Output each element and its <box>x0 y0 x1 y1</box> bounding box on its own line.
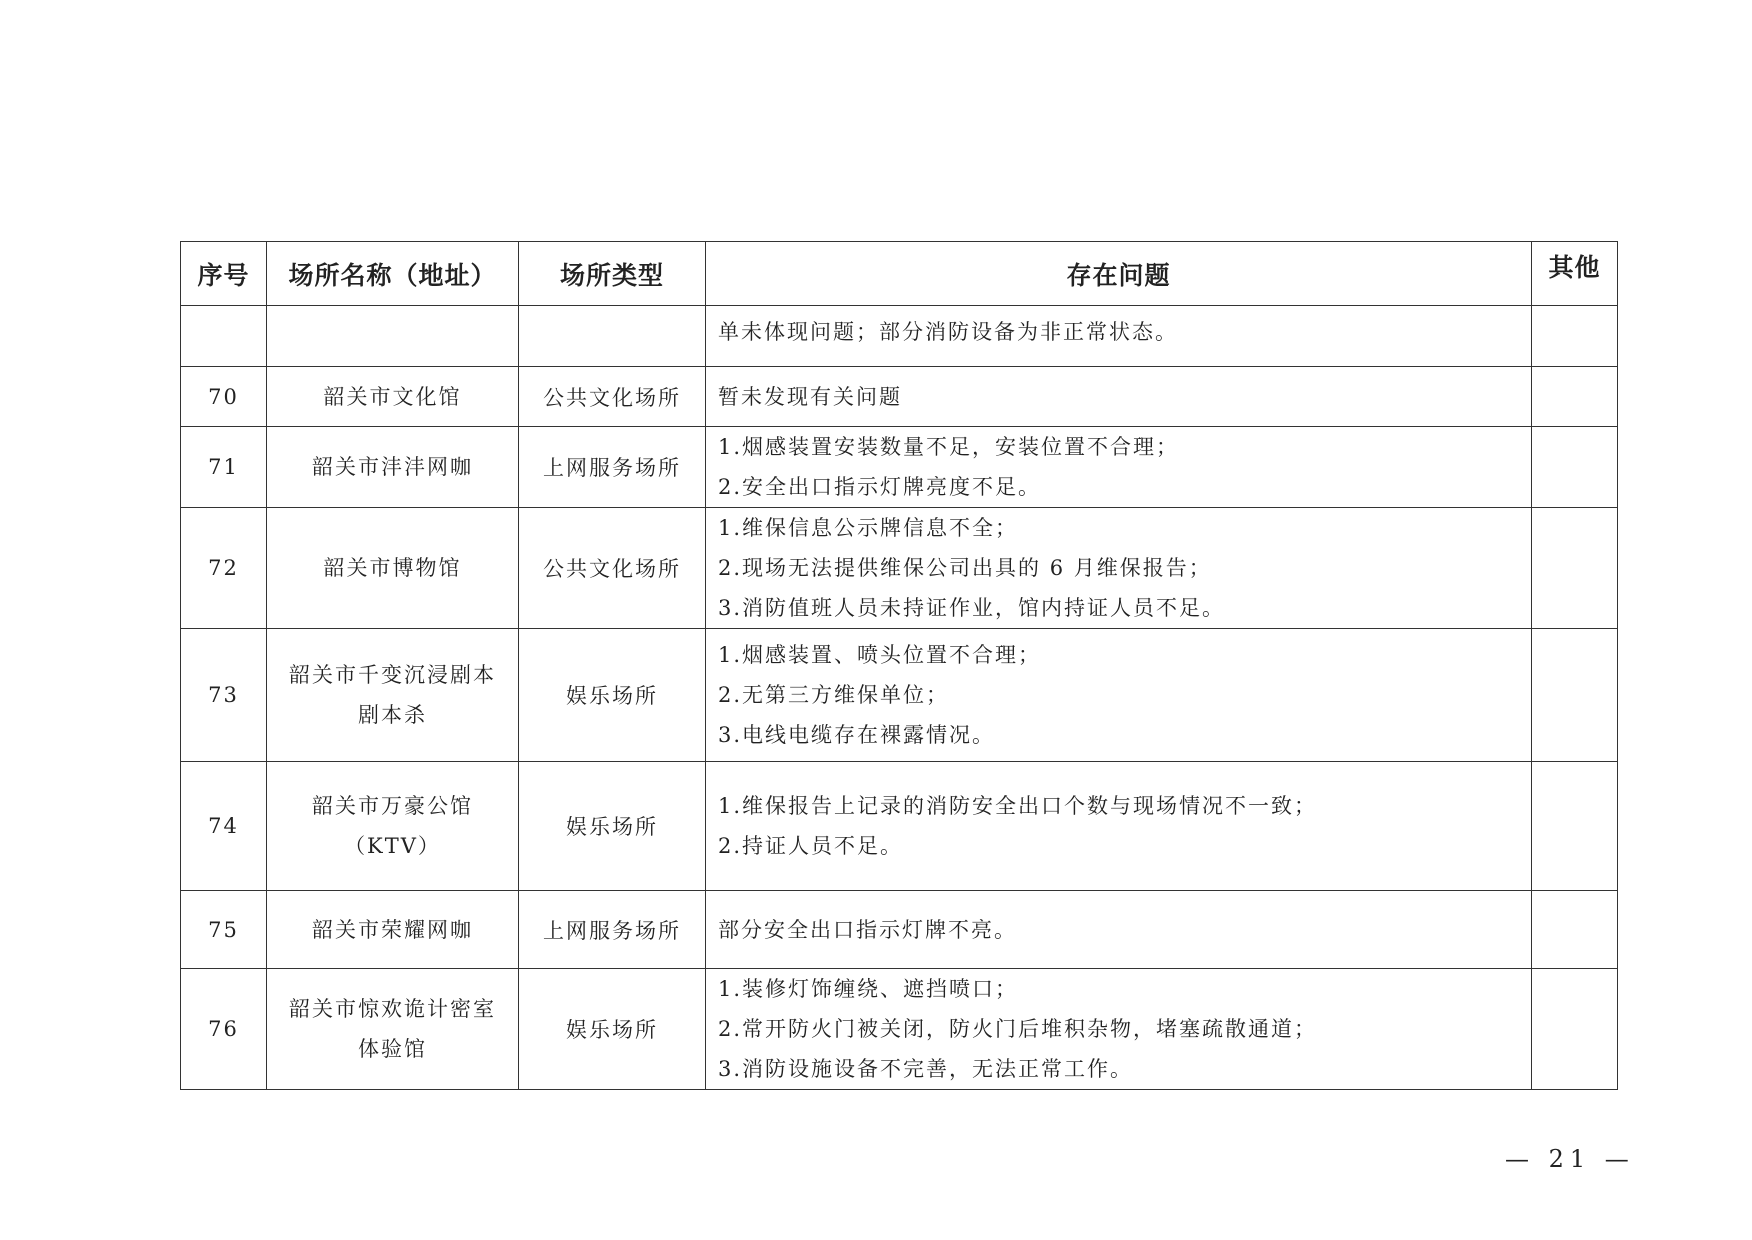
table-row <box>181 762 1618 891</box>
cell-name <box>267 762 519 891</box>
header-type: 场所类型 <box>519 242 706 306</box>
cell-type: 上网服务场所 <box>519 427 706 508</box>
table-row <box>181 891 1618 969</box>
issue-line: 2.持证人员不足。 <box>718 834 904 858</box>
cell-name <box>267 891 519 969</box>
cell-issues <box>706 508 1532 629</box>
issue-line: 单未体现问题；部分消防设备为非正常状态。 <box>718 320 1178 344</box>
issue-line: 1.烟感装置安装数量不足，安装位置不合理； <box>718 435 1180 459</box>
issue-line: 2.安全出口指示灯牌亮度不足。 <box>718 475 1042 499</box>
cell-no: 73 <box>181 629 267 762</box>
cell-issues <box>706 306 1532 367</box>
header-other: 其他 <box>1532 242 1618 306</box>
cell-type: 上网服务场所 <box>519 891 706 969</box>
cell-issues <box>706 891 1532 969</box>
issue-line: 暂未发现有关问题 <box>718 384 902 409</box>
name-line: 韶关市文化馆 <box>323 384 462 409</box>
name-line: （KTV） <box>344 834 441 858</box>
name-line: 剧本杀 <box>358 703 427 727</box>
cell-type <box>519 306 706 367</box>
issue-line: 2.现场无法提供维保公司出具的 6 月维保报告； <box>718 556 1212 580</box>
inspection-table <box>180 241 1618 1090</box>
name-line: 韶关市千变沉浸剧本 <box>289 663 496 687</box>
name-line: 体验馆 <box>358 1037 427 1061</box>
cell-name <box>267 427 519 508</box>
table-row <box>181 427 1618 508</box>
cell-other <box>1532 367 1618 427</box>
cell-type: 娱乐场所 <box>519 969 706 1090</box>
cell-other <box>1532 969 1618 1090</box>
cell-issues <box>706 367 1532 427</box>
page-number: — 21 — <box>1505 1145 1635 1173</box>
cell-no: 74 <box>181 762 267 891</box>
header-no: 序号 <box>181 242 267 306</box>
name-line: 韶关市博物馆 <box>323 556 462 580</box>
cell-name <box>267 629 519 762</box>
issue-line: 1.维保报告上记录的消防安全出口个数与现场情况不一致； <box>718 794 1318 818</box>
issue-line: 1.装修灯饰缠绕、遮挡喷口； <box>718 977 1019 1001</box>
cell-issues <box>706 762 1532 891</box>
cell-issues <box>706 427 1532 508</box>
table-row-continuation <box>181 306 1618 367</box>
issue-line: 2.常开防火门被关闭，防火门后堆积杂物，堵塞疏散通道； <box>718 1017 1318 1041</box>
cell-other <box>1532 508 1618 629</box>
cell-name <box>267 508 519 629</box>
cell-other <box>1532 891 1618 969</box>
issue-line: 3.消防值班人员未持证作业，馆内持证人员不足。 <box>718 596 1226 620</box>
table-row <box>181 508 1618 629</box>
cell-other <box>1532 629 1618 762</box>
cell-type: 娱乐场所 <box>519 629 706 762</box>
cell-issues <box>706 969 1532 1090</box>
header-name: 场所名称（地址） <box>267 242 519 306</box>
cell-no: 70 <box>181 367 267 427</box>
issue-line: 3.电线电缆存在裸露情况。 <box>718 723 996 747</box>
issue-line: 1.维保信息公示牌信息不全； <box>718 516 1019 540</box>
cell-no <box>181 306 267 367</box>
cell-type: 公共文化场所 <box>519 508 706 629</box>
table-header-row <box>181 242 1618 306</box>
issue-line: 1.烟感装置、喷头位置不合理； <box>718 643 1042 667</box>
name-line: 韶关市万豪公馆 <box>312 794 473 818</box>
cell-no: 71 <box>181 427 267 508</box>
cell-name <box>267 367 519 427</box>
name-line: 韶关市沣沣网咖 <box>312 455 473 479</box>
cell-other <box>1532 427 1618 508</box>
cell-other <box>1532 762 1618 891</box>
cell-no: 72 <box>181 508 267 629</box>
table-row <box>181 367 1618 427</box>
cell-name <box>267 306 519 367</box>
cell-no: 76 <box>181 969 267 1090</box>
table-row <box>181 969 1618 1090</box>
cell-type: 娱乐场所 <box>519 762 706 891</box>
name-line: 韶关市惊欢诡计密室 <box>289 997 496 1021</box>
cell-no: 75 <box>181 891 267 969</box>
name-line: 韶关市荣耀网咖 <box>312 917 473 942</box>
cell-name <box>267 969 519 1090</box>
issue-line: 2.无第三方维保单位； <box>718 683 950 707</box>
header-issues: 存在问题 <box>706 242 1532 306</box>
cell-type: 公共文化场所 <box>519 367 706 427</box>
cell-other <box>1532 306 1618 367</box>
cell-issues <box>706 629 1532 762</box>
table-row <box>181 629 1618 762</box>
issue-line: 部分安全出口指示灯牌不亮。 <box>718 917 1017 942</box>
issue-line: 3.消防设施设备不完善，无法正常工作。 <box>718 1057 1134 1081</box>
